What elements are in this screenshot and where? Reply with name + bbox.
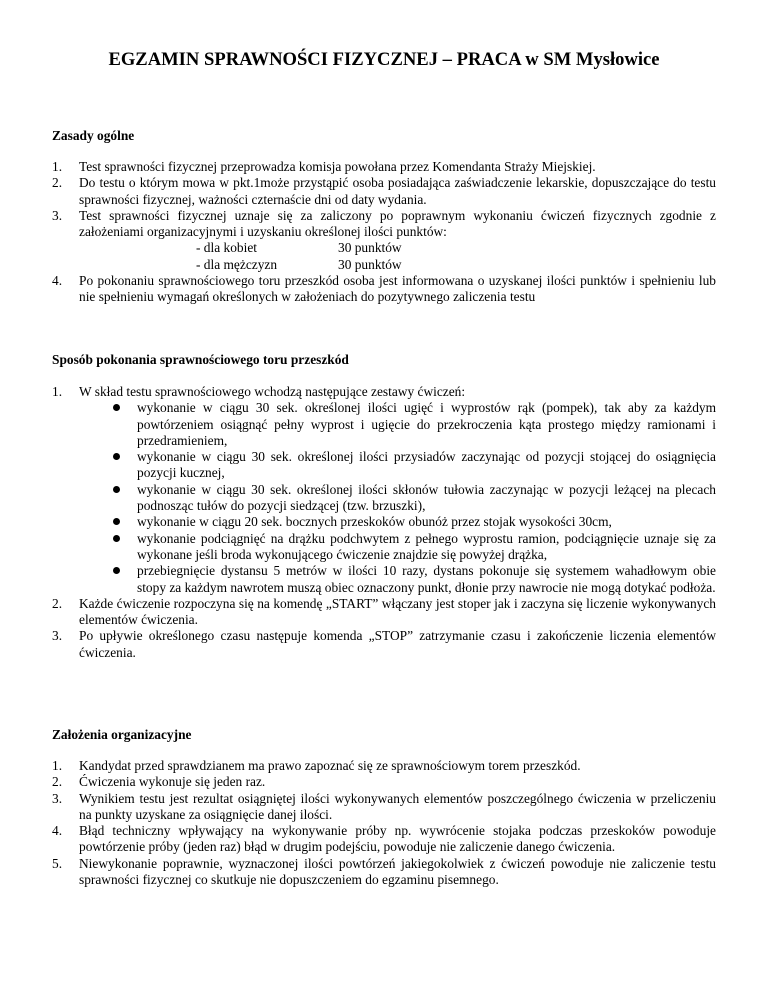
section-heading-general-rules: Zasady ogólne <box>52 128 135 143</box>
bullet-icon <box>113 453 120 460</box>
item-number: 5. <box>52 855 63 871</box>
item-number: 1. <box>52 159 63 174</box>
bullet-text: wykonanie w ciągu 30 sek. określonej ilości skłonów tułowia zaczynając w pozycji leżącej na plecach podnosząc tułów do pozycji siedzącej (tzw. brzuszki), <box>137 481 716 514</box>
item-text: W skład testu sprawnościowego wchodzą następujące zestawy ćwiczeń: <box>79 384 466 399</box>
bullet-icon <box>113 518 120 525</box>
item-text: Błąd techniczny wpływający na wykonywanie próby np. wywrócenie stojaka podczas przeskoków powoduje powtórzenie próby (jeden raz) błąd w drugim podejściu, powoduje nie zaliczenie danego ćwiczenia. <box>79 823 716 855</box>
bullet-icon <box>113 486 120 493</box>
page-title: EGZAMIN SPRAWNOŚCI FIZYCZNEJ – PRACA w SM Mysłowice <box>108 49 660 70</box>
item-text: Każde ćwiczenie rozpoczyna się na komendę „START” włączany jest stoper jak i zaczyna się liczenie wykonywanych elementów ćwiczenia. <box>79 595 716 628</box>
bullet-item <box>79 400 716 449</box>
bullet-icon <box>113 567 120 574</box>
exercise-bullets <box>79 400 716 596</box>
points-row-women <box>79 240 716 256</box>
item-text: Po pokonaniu sprawnościowego toru przeszkód osoba jest informowana o uzyskanej ilości punktów i spełnieniu lub nie spełnieniu wymagań określonych w założeniach do pozytywnego zaliczenia testu <box>79 273 716 305</box>
bullet-item <box>79 514 716 530</box>
item-number: 4. <box>52 823 63 839</box>
list-item <box>52 628 716 661</box>
bullet-icon <box>113 404 120 411</box>
list-item <box>52 823 716 856</box>
item-number: 3. <box>52 628 63 644</box>
bullet-item <box>79 449 716 482</box>
bullet-item <box>79 482 716 515</box>
list-item <box>52 774 716 790</box>
item-number: 3. <box>52 790 63 806</box>
list-item <box>52 856 716 889</box>
item-number: 2. <box>52 175 63 191</box>
bullet-text: wykonanie podciągnięć na drążku podchwytem z pełnego wyprostu ramion, podciągnięcie uznaje się za wykonane jeśli broda wykonującego ćwiczenie znajdzie się powyżej drążka, <box>137 530 716 562</box>
general-rules-list <box>52 159 716 306</box>
list-item <box>52 175 716 208</box>
organizational-list <box>52 758 716 888</box>
list-item <box>52 791 716 824</box>
bullet-text: wykonanie w ciągu 30 sek. określonej ilości przysiadów zaczynając od pozycji stojącej do osiągnięcia pozycji kucznej, <box>137 449 716 481</box>
item-number: 2. <box>52 595 63 611</box>
item-text: Po upływie określonego czasu następuje komenda „STOP” zatrzymanie czasu i zakończenie liczenia elementów ćwiczenia. <box>79 628 716 660</box>
obstacle-course-list <box>52 384 716 661</box>
bullet-text: przebiegnięcie dystansu 5 metrów w ilości 10 razy, dystans pokonuje się systemem wahadłowym obie stopy za każdym nawrotem muszą obiec oznaczony punkt, dłonie przy nawrocie nie mogą dotykać podłoża. <box>137 563 716 595</box>
bullet-icon <box>113 535 120 542</box>
bullet-text: wykonanie w ciągu 30 sek. określonej ilości ugięć i wyprostów rąk (pompek), tak aby za każdym powtórzeniem osiągnąć pełny wyprost i ugięcie do przekroczenia kąta prostego między ramionami i przedramieniem, <box>137 400 716 448</box>
list-item <box>52 208 716 273</box>
item-number: 2. <box>52 774 63 790</box>
item-text: Ćwiczenia wykonuje się jeden raz. <box>79 774 266 790</box>
bullet-text: wykonanie w ciągu 20 sek. bocznych przeskoków obunóż przez stojak wysokości 30cm, <box>137 514 612 530</box>
item-text: Niewykonanie poprawnie, wyznaczonej ilości powtórzeń jakiegokolwiek z ćwiczeń powoduje nie zaliczenie testu sprawności fizycznej co skutkuje nie dopuszczeniem do egzaminu pisemnego. <box>79 855 716 888</box>
bullet-item <box>79 563 716 596</box>
item-text: Wynikiem testu jest rezultat osiągniętej ilości wykonywanych elementów poszczególnego ćwiczenia w przeliczeniu na punkty uzyskane za osiągnięcie danej ilości. <box>79 790 716 822</box>
section-heading-organizational: Założenia organizacyjne <box>52 727 192 742</box>
item-number: 3. <box>52 207 63 223</box>
item-text: Test sprawności fizycznej uznaje się za zaliczony po poprawnym wykonaniu ćwiczeń fizycznych zgodnie z założeniami organizacyjnymi i uzyskaniu określonej ilości punktów: <box>79 207 716 240</box>
list-item <box>52 159 716 175</box>
list-item <box>52 273 716 306</box>
item-number: 4. <box>52 273 63 289</box>
points-row-men <box>79 257 716 273</box>
item-number: 1. <box>52 758 63 773</box>
list-item <box>52 384 716 596</box>
item-text: Test sprawności fizycznej przeprowadza komisja powołana przez Komendanta Straży Miejskiej. <box>79 159 596 174</box>
bullet-item <box>79 531 716 564</box>
points-label: - dla kobiet <box>196 240 257 256</box>
points-label: - dla mężczyzn <box>196 256 278 272</box>
points-value: 30 punktów <box>338 240 402 256</box>
section-heading-obstacle-course: Sposób pokonania sprawnościowego toru przeszkód <box>52 352 349 367</box>
list-item <box>52 758 716 774</box>
list-item <box>52 596 716 629</box>
item-number: 1. <box>52 384 63 399</box>
item-text: Kandydat przed sprawdzianem ma prawo zapoznać się ze sprawnościowym torem przeszkód. <box>79 758 581 773</box>
item-text: Do testu o którym mowa w pkt.1może przystąpić osoba posiadająca zaświadczenie lekarskie, dopuszczające do testu sprawności fizycznej, ważności czternaście dni od daty wydania. <box>79 175 716 207</box>
points-value: 30 punktów <box>338 256 402 272</box>
